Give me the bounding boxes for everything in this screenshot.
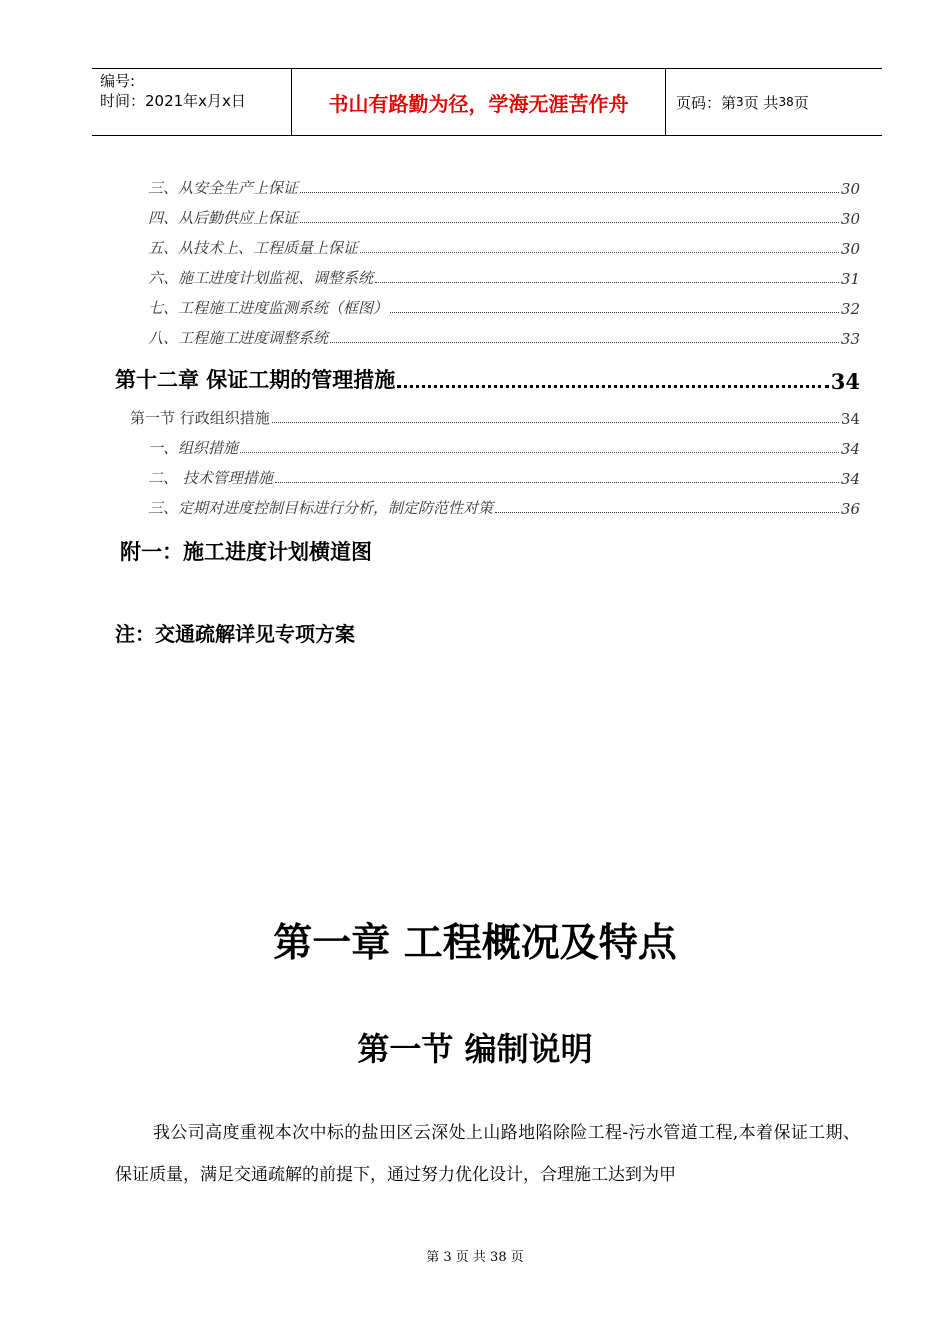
page-number: 3 [736, 95, 744, 109]
toc-item[interactable]: 三、从安全生产上保证 30 [148, 179, 860, 198]
toc-chapter-12[interactable]: 第十二章 保证工期的管理措施 34 [115, 367, 860, 394]
body-paragraph: 我公司高度重视本次中标的盐田区云深处上山路地陷除险工程-污水管道工程,本着保证工期、保证质量，满足交通疏解的前提下，通过努力优化设计，合理施工达到为甲 [115, 1123, 860, 1185]
note-text: 注：交通疏解详见专项方案 [115, 622, 355, 646]
page-header [92, 68, 882, 136]
toc-section[interactable]: 第一节 行政组织措施 34 [130, 409, 860, 428]
toc-item[interactable]: 四、从后勤供应上保证 30 [148, 209, 860, 228]
page-total: 38 [778, 95, 794, 109]
header-motto: 书山有路勤为径，学海无涯苦作舟 [292, 69, 666, 135]
toc-item[interactable]: 八、工程施工进度调整系统 33 [148, 329, 860, 348]
toc-item[interactable]: 六、施工进度计划监视、调整系统 31 [148, 269, 860, 288]
toc-item[interactable]: 七、工程施工进度监测系统（框图） 32 [148, 299, 860, 318]
page-mid: 页 共 [743, 93, 779, 112]
toc-item[interactable]: 一、组织措施 34 [148, 439, 860, 458]
page-prefix: 页码：第 [676, 93, 737, 112]
toc-item[interactable]: 二、 技术管理措施 34 [148, 469, 860, 488]
header-number: 编号: [100, 72, 136, 90]
page-footer: 第 3 页 共 38 页 [426, 1250, 524, 1265]
header-time: 时间：2021年x月x日 [100, 92, 246, 110]
section-title: 第一节 编制说明 [357, 1030, 593, 1068]
toc-item[interactable]: 三、定期对进度控制目标进行分析，制定防范性对策 36 [148, 499, 860, 518]
chapter-title: 第一章 工程概况及特点 [273, 921, 677, 966]
toc-item[interactable]: 五、从技术上、工程质量上保证 30 [148, 239, 860, 258]
header-meta [92, 69, 292, 135]
appendix-title: 附一：施工进度计划横道图 [120, 540, 372, 564]
header-page-info [666, 69, 882, 135]
page-suffix: 页 [793, 93, 809, 112]
